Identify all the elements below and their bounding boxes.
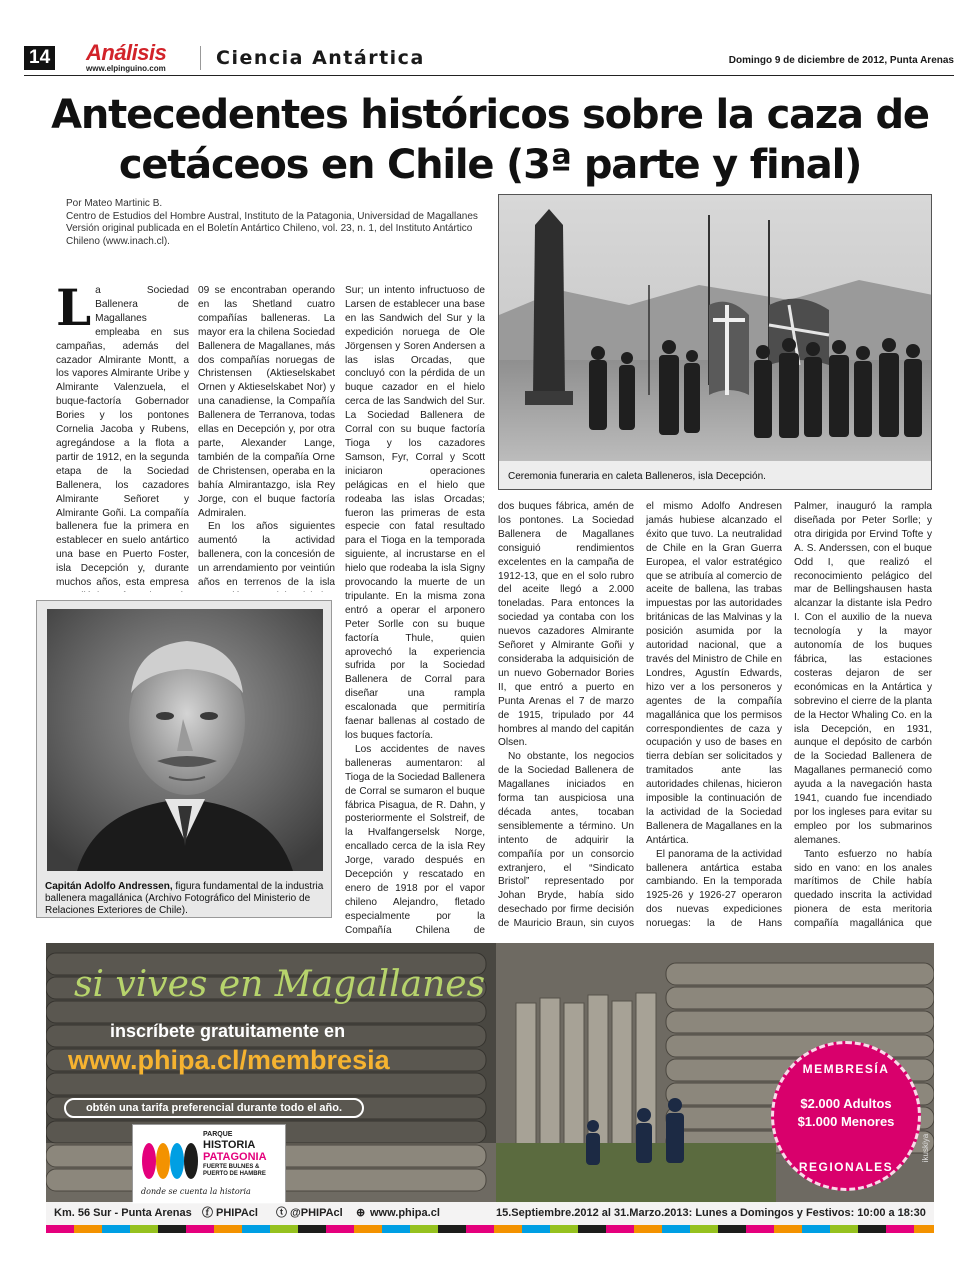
park-advertisement (46, 943, 934, 1225)
brand-name: Análisis (86, 40, 167, 65)
twitter-icon[interactable]: ⓣ (276, 1207, 287, 1219)
ad-title: si vives en Magallanes (74, 964, 486, 1005)
article-paragraph: El panorama de la actividad ballenera antártica estaba cambiando. En la temporada 1925-26 y 1926-27 operaron dos nuevas expediciones noruegas: la de Hans (646, 848, 782, 930)
logo-line4: FUERTE BULNES & (203, 1164, 260, 1170)
funeral-photo-caption: Ceremonia funeraria en caleta Balleneros, isla Decepción. (508, 471, 766, 482)
paragraph-text: a Sociedad Ballenera de Magallanes empleaba en sus campañas, además del cazador Almirante Montt, a los vapores Almirante Uribe y Almirante Valenzuela, el buque-factoría Gobernador Bories y los pontones Cornelia Jacoba y Rubens, agregándose a la flota a partir de 1912, en la segunda etapa de la Sociedad Ballenera, los cazadores Almirante Señoret y Almirante Goñi. La compañía ballenera fue la primera en establecer en suelo antártico una base en Puerto Foster, isla Decepción y, durante muchos años, esta empresa (56, 285, 189, 589)
ad-web[interactable]: www.phipa.cl (370, 1207, 440, 1219)
article-column-2 (198, 284, 335, 592)
ad-credit: ikuskiya (921, 1133, 931, 1163)
ad-footer (46, 1202, 934, 1225)
article-paragraph: el mismo Adolfo Andresen jamás hubiese alcanzado el éxito que tuvo. La neutralidad de Chile en la Gran Guerra Europea, el valor estratégico que se atribuía al comercio de aceite de ballena, las trabas impuestas por las autoridades británicas de las Malvinas y la posición asumida por la autoridad nacional, que a través del Ministro de Chile en Londres, Agustín Edwards, hizo ver a los personeros y agentes de la compañía magallánica que los permisos correspondientes de caza y ocupación y uso de bases en tierra debían ser solicitados y tramitados ante las autoridades chilenas, hicieron imposible la continuación de la actividad de la Sociedad Ballenera de Magallanes en la Antártica. (646, 501, 782, 846)
page-number: 14 (24, 46, 55, 70)
issue-date: Domingo 9 de diciembre de 2012, Punta Arenas (728, 55, 954, 66)
ad-facebook[interactable]: PHIPAcl (216, 1207, 258, 1219)
logo-line2: HISTORIA (203, 1139, 256, 1151)
membership-url[interactable]: www.phipa.cl/membresia (68, 1045, 390, 1075)
ad-schedule: 15.Septiembre.2012 al 31.Marzo.2013: Lunes a Domingos y Festivos: 10:00 a 18:30 (496, 1207, 926, 1219)
ad-offer-pill: obtén una tarifa preferencial durante todo el año. (64, 1098, 364, 1118)
section-title: Ciencia Antártica (216, 47, 425, 69)
article-paragraph (56, 284, 189, 592)
facebook-icon[interactable]: ⓕ (202, 1207, 213, 1219)
byline-source: Versión original publicada en el Boletín Antártico Chileno, vol. 23, n. 1, del Instituto Antártico Chileno (www.inach.cl). (66, 223, 473, 247)
badge-price-adults: $2.000 Adultos (800, 1096, 892, 1111)
article-paragraph: No obstante, los negocios de la Sociedad Ballenera de Magallanes iniciados en forma tan auspiciosa una década antes, tocaban sensiblemente a término. Un intento de adquirir la compañía por un consorcio extranjero, el “Sindicato Bristol” representado por Johan Bryde, había sido desechado por firme decisión de Mauricio Braun, sin cuyos (498, 751, 634, 930)
article-paragraph: dos buques fábrica, amén de los pontones. La Sociedad Ballenera de Magallanes consiguió rendimientos excelentes en la campaña de 1912-13, que en el solo rubro del aceite llegó a 2.000 toneladas. Para entonces la sociedad ya contaba con los nuevos cazadores Almirante Señoret y Almirante Goñi y consideraba la adquisición de un nuevo Gobernador Bories II, que entró a puerto en Punta Arenas el 7 de marzo de 1915, tripulado por 44 hombres al mando del capitán Olsen. (498, 501, 634, 749)
article-column-3 (345, 284, 485, 934)
article-column-6 (794, 500, 932, 932)
byline-institution: Centro de Estudios del Hombre Austral, Instituto de la Patagonia, Universidad de Magallanes (66, 210, 478, 222)
park-logo (132, 1124, 286, 1204)
badge-bottom-text: REGIONALES (798, 1160, 894, 1174)
article-paragraph: En los años siguientes aumentó la actividad ballenera, con la concesión de un arrendamiento por veintiún años en terrenos de la isla (198, 521, 335, 589)
portrait-photo (36, 600, 332, 918)
article-column-4 (498, 500, 634, 932)
brand-url: www.elpinguino.com (86, 64, 166, 73)
portrait-image (37, 601, 332, 879)
article-headline: Antecedentes históricos sobre la caza de cetáceos en Chile (3ª parte y final) (51, 92, 929, 188)
ad-color-bar (46, 1225, 934, 1233)
membership-badge (771, 1041, 921, 1191)
badge-price-minors: $1.000 Menores (797, 1114, 895, 1129)
byline (56, 198, 486, 248)
brand-logo (86, 42, 166, 73)
ad-twitter[interactable]: @PHIPAcl (290, 1207, 343, 1219)
portrait-caption-name: Capitán Adolfo Andressen, (45, 881, 173, 892)
article-paragraph: Palmer, inauguró la rampla diseñada por Peter Sorlle; y otra dirigida por Ervind Tofte y A. S. Anderssen, con el buque Odd I, que realizó el reconocimiento pelágico del mar de Bellingshausen hasta alcanzar la distante isla Pedro I. Con el auxilio de la nueva tecnología y la mayor autonomía de los buques fábrica, las estaciones costeras dejaron de ser económicas en la Antártica y sobrevino el cierre de la planta de la Hector Whaling Co. en la isla Decepción, en 1931, aunque el depósito de carbón de la Sociedad Ballenera de Magallanes permaneció como ayuda a la navegación hasta 1941, cuando fue incendiado por los ingleses para evitar su empleo por los submarinos alemanes. (794, 501, 932, 846)
article-column-1 (56, 284, 189, 592)
logo-line5: PUERTO DE HAMBRE (203, 1171, 266, 1177)
logo-tagline: donde se cuenta la historia (141, 1187, 251, 1196)
ad-subtitle: inscríbete gratuitamente en (110, 1021, 346, 1041)
article-paragraph: 09 se encontraban operando en las Shetland cuatro compañías balleneras. La mayor era la chilena Sociedad Ballenera de Magallanes, más dos compañías noruegas de Christensen (Aktieselskabet Ornen y Aktieselskabet Nor) y una canadiense, la Compañía Ballenera de Terranova, todas ellas en Decepción y, por otra parte, Alexander Lange, también de la compañía Orne de Christensen, operaba en la bahía Almirantazgo, isla Rey Jorge, con el buque factoría Admiralen. (198, 285, 335, 519)
header-divider (200, 46, 201, 70)
byline-author: Por Mateo Martinic B. (66, 198, 163, 209)
page-header (24, 42, 954, 76)
ad-location: Km. 56 Sur - Punta Arenas (54, 1207, 192, 1219)
drop-cap: L (56, 284, 92, 337)
article-paragraph: Tanto esfuerzo no había sido en vano: en los anales marítimos de Chile había quedado inscrita la actividad pionera de esta meritoria compañía magallánica que (794, 848, 932, 930)
badge-top-text: MEMBRESÍA (802, 1062, 890, 1076)
article-paragraph: Los accidentes de naves balleneras aumentaron: al Tioga de la Sociedad Ballenera de Corral se sumaron el buque fábrica Pisagua, de R. Dahn, y posteriormente el Solstreif, de la Hvalfangerselsk Norge, encallado cerca de la isla Rey Jorge, varado después en Decepción y rescatado en enero de 1918 por el vapor chileno Alejandro, fletado especialmente por la Compañía Chilena de (345, 743, 485, 934)
article-column-5 (646, 500, 782, 932)
portrait-caption (45, 881, 327, 917)
portrait-caption-text: figura fundamental de la industria ballenera magallánica (Archivo Fotográfico del Ministerio de Relaciones Exteriores de Chile). (45, 881, 324, 916)
park-logo-icon (141, 1137, 199, 1185)
article-paragraph: Sur; un intento infructuoso de Larsen de establecer una base en las Sandwich del Sur y la expedición noruega de Ole Jörgensen y Soren Andersen a las islas Orcadas, que concluyó con la pérdida de un buque cazador en el hielo cerca de las Sandwich del Sur. La Sociedad Ballenera de Corral con su buque factoría Tioga y los cazadores Samson, Fyr, Corral y Scott iniciaron operaciones pelágicas en el hielo que rodeaba las islas Orcadas; fueron las primeras de esta especie con fatal resultado para el Tioga en la temporada siguiente, al incrustarse en el hielo que rodeaba la isla Signy provocando la muerte de un tripulante. En la misma zona entró a operar el arponero Peter Sorlle con su buque factoría Thule, quien aprovechó la experiencia sufrida por la Sociedad Ballenera de Corral para diseñar una rampla escalonada que permitiría faenar ballenas al costado de los buques factoría. (345, 285, 485, 741)
logo-line3: PATAGONIA (203, 1151, 267, 1163)
funeral-ceremony-image (499, 195, 932, 490)
logo-line1: PARQUE (203, 1131, 233, 1138)
globe-icon[interactable]: ⊕ (356, 1207, 366, 1219)
funeral-ceremony-photo (498, 194, 932, 490)
